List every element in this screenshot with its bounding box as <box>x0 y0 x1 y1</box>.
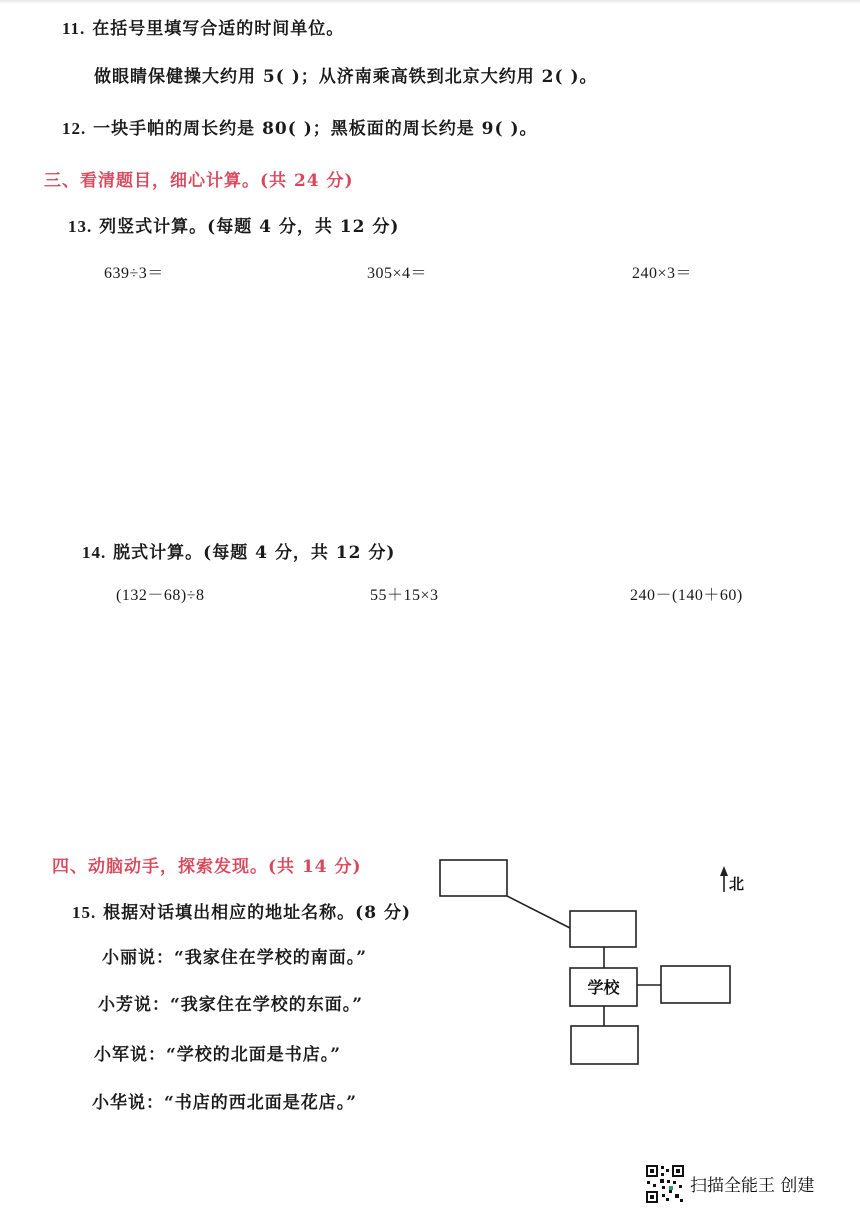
question-13-text: 列竖式计算。(每题 4 分，共 12 分) <box>99 217 400 237</box>
section-3-title: 三、看清题目，细心计算。(共 24 分) <box>44 171 354 191</box>
question-14-number: 14. <box>82 543 107 562</box>
question-11-number: 11. <box>62 19 86 38</box>
expr-13-1: 639÷3＝ <box>104 265 164 282</box>
school-label: 学校 <box>587 978 620 997</box>
section-4-title: 四、动脑动手，探索发现。(共 14 分) <box>52 857 362 877</box>
south-home-answer-box[interactable] <box>571 1026 638 1064</box>
bookstore-answer-box[interactable] <box>570 911 636 947</box>
question-14-text: 脱式计算。(每题 4 分，共 12 分) <box>113 543 396 563</box>
connector-flower-bookstore <box>507 896 570 928</box>
east-home-answer-box[interactable] <box>661 966 730 1003</box>
speech-xiaojun: 小军说：“学校的北面是书店。” <box>94 1045 342 1065</box>
question-15-text: 根据对话填出相应的地址名称。(8 分) <box>103 903 412 923</box>
question-11-line: 做眼睛保健操大约用 5( )；从济南乘高铁到北京大约用 2( )。 <box>94 67 598 87</box>
question-11-text: 在括号里填写合适的时间单位。 <box>92 19 345 39</box>
question-13-number: 13. <box>68 217 93 236</box>
question-12-text: 一块手帕的周长约是 80( )；黑板面的周长约是 9( )。 <box>93 119 538 139</box>
flower-shop-answer-box[interactable] <box>440 860 507 896</box>
question-12-number: 12. <box>62 119 87 138</box>
speech-xiaohua: 小华说：“书店的西北面是花店。” <box>92 1093 358 1113</box>
qr-code-icon <box>645 1164 685 1204</box>
expr-14-3: 240－(140＋60) <box>630 587 743 604</box>
expr-13-3: 240×3＝ <box>632 265 693 282</box>
footer-watermark-text: 扫描全能王 创建 <box>690 1176 815 1196</box>
north-label: 北 <box>729 875 745 893</box>
expr-14-2: 55＋15×3 <box>370 587 439 604</box>
question-15-number: 15. <box>72 903 97 922</box>
speech-xiaoli: 小丽说：“我家住在学校的南面。” <box>102 948 368 968</box>
expr-14-1: (132－68)÷8 <box>116 587 205 604</box>
speech-xiaofang: 小芳说：“我家住在学校的东面。” <box>98 995 364 1015</box>
expr-13-2: 305×4＝ <box>367 265 428 282</box>
north-arrow-icon <box>720 866 728 876</box>
